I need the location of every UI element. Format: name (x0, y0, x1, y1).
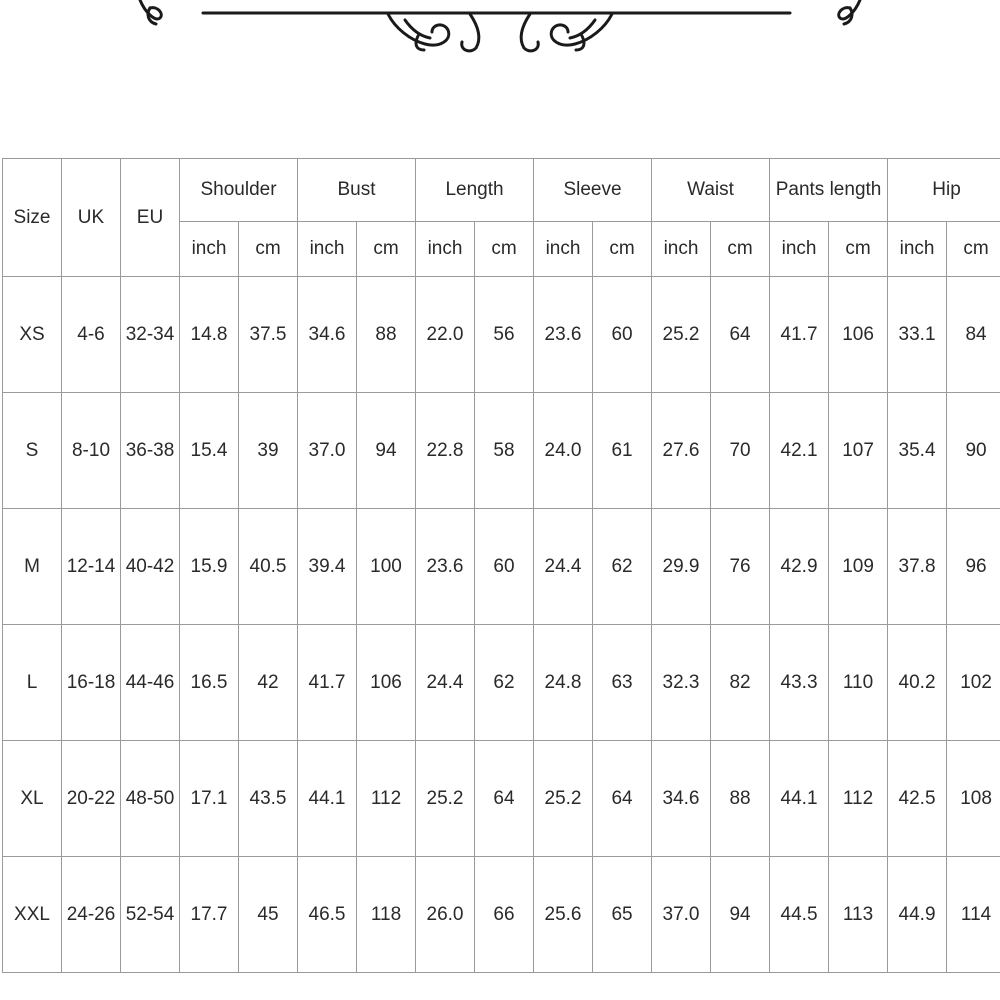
measurement-cell: 60 (593, 277, 652, 393)
group-header-bust: Bust (298, 159, 416, 222)
uk-cell: 8-10 (62, 393, 121, 509)
measurement-cell: 34.6 (298, 277, 357, 393)
measurement-cell: 76 (711, 509, 770, 625)
measurement-cell: 24.8 (534, 625, 593, 741)
measurement-cell: 100 (357, 509, 416, 625)
measurement-cell: 32.3 (652, 625, 711, 741)
unit-header-cm: cm (947, 222, 1000, 277)
group-header-waist: Waist (652, 159, 770, 222)
uk-cell: 20-22 (62, 741, 121, 857)
group-header-hip: Hip (888, 159, 1000, 222)
unit-header-cm: cm (475, 222, 534, 277)
measurement-cell: 60 (475, 509, 534, 625)
group-header-sleeve: Sleeve (534, 159, 652, 222)
measurement-cell: 41.7 (770, 277, 829, 393)
measurement-cell: 42.9 (770, 509, 829, 625)
measurement-cell: 112 (829, 741, 888, 857)
measurement-cell: 84 (947, 277, 1000, 393)
measurement-cell: 44.9 (888, 857, 947, 973)
size-cell: XXL (3, 857, 62, 973)
measurement-cell: 64 (711, 277, 770, 393)
unit-header-inch: inch (298, 222, 357, 277)
measurement-cell: 22.0 (416, 277, 475, 393)
unit-header-inch: inch (180, 222, 239, 277)
measurement-cell: 25.2 (416, 741, 475, 857)
size-cell: XL (3, 741, 62, 857)
table-row (3, 741, 1000, 857)
measurement-cell: 25.2 (652, 277, 711, 393)
measurement-cell: 43.5 (239, 741, 298, 857)
size-cell: L (3, 625, 62, 741)
measurement-cell: 37.5 (239, 277, 298, 393)
measurement-cell: 42.5 (888, 741, 947, 857)
unit-header-inch: inch (888, 222, 947, 277)
size-cell: XS (3, 277, 62, 393)
measurement-cell: 94 (711, 857, 770, 973)
measurement-cell: 113 (829, 857, 888, 973)
measurement-cell: 29.9 (652, 509, 711, 625)
measurement-cell: 27.6 (652, 393, 711, 509)
measurement-cell: 40.5 (239, 509, 298, 625)
measurement-cell: 56 (475, 277, 534, 393)
table-row (3, 857, 1000, 973)
uk-cell: 12-14 (62, 509, 121, 625)
eu-cell: 44-46 (121, 625, 180, 741)
measurement-cell: 112 (357, 741, 416, 857)
measurement-cell: 37.8 (888, 509, 947, 625)
measurement-cell: 26.0 (416, 857, 475, 973)
measurement-cell: 25.2 (534, 741, 593, 857)
unit-header-inch: inch (416, 222, 475, 277)
measurement-cell: 70 (711, 393, 770, 509)
measurement-cell: 45 (239, 857, 298, 973)
measurement-cell: 62 (475, 625, 534, 741)
measurement-cell: 58 (475, 393, 534, 509)
measurement-cell: 34.6 (652, 741, 711, 857)
measurement-cell: 17.7 (180, 857, 239, 973)
eu-cell: 48-50 (121, 741, 180, 857)
unit-header-cm: cm (239, 222, 298, 277)
measurement-cell: 114 (947, 857, 1000, 973)
measurement-cell: 25.6 (534, 857, 593, 973)
measurement-cell: 110 (829, 625, 888, 741)
measurement-cell: 106 (357, 625, 416, 741)
measurement-cell: 17.1 (180, 741, 239, 857)
group-header-length: Length (416, 159, 534, 222)
measurement-cell: 15.4 (180, 393, 239, 509)
uk-header: UK (62, 159, 121, 277)
uk-cell: 4-6 (62, 277, 121, 393)
measurement-cell: 82 (711, 625, 770, 741)
measurement-cell: 39 (239, 393, 298, 509)
measurement-cell: 35.4 (888, 393, 947, 509)
unit-header-cm: cm (829, 222, 888, 277)
table-row (3, 509, 1000, 625)
measurement-cell: 106 (829, 277, 888, 393)
measurement-cell: 42.1 (770, 393, 829, 509)
measurement-cell: 64 (475, 741, 534, 857)
measurement-cell: 102 (947, 625, 1000, 741)
unit-header-cm: cm (357, 222, 416, 277)
measurement-cell: 24.4 (534, 509, 593, 625)
measurement-cell: 37.0 (298, 393, 357, 509)
table-row (3, 393, 1000, 509)
group-header-pants-length: Pants length (770, 159, 888, 222)
eu-cell: 36-38 (121, 393, 180, 509)
measurement-cell: 37.0 (652, 857, 711, 973)
size-header: Size (3, 159, 62, 277)
measurement-cell: 46.5 (298, 857, 357, 973)
measurement-cell: 108 (947, 741, 1000, 857)
measurement-cell: 43.3 (770, 625, 829, 741)
measurement-cell: 14.8 (180, 277, 239, 393)
measurement-cell: 90 (947, 393, 1000, 509)
eu-header: EU (121, 159, 180, 277)
size-chart-table (2, 158, 1000, 973)
measurement-cell: 118 (357, 857, 416, 973)
size-cell: S (3, 393, 62, 509)
measurement-cell: 22.8 (416, 393, 475, 509)
unit-header-cm: cm (711, 222, 770, 277)
measurement-cell: 109 (829, 509, 888, 625)
unit-header-cm: cm (593, 222, 652, 277)
size-cell: M (3, 509, 62, 625)
measurement-cell: 16.5 (180, 625, 239, 741)
measurement-cell: 66 (475, 857, 534, 973)
header-row-groups (3, 159, 1000, 222)
measurement-cell: 63 (593, 625, 652, 741)
unit-header-inch: inch (770, 222, 829, 277)
measurement-cell: 24.0 (534, 393, 593, 509)
measurement-cell: 64 (593, 741, 652, 857)
measurement-cell: 44.1 (298, 741, 357, 857)
measurement-cell: 23.6 (416, 509, 475, 625)
measurement-cell: 44.1 (770, 741, 829, 857)
eu-cell: 32-34 (121, 277, 180, 393)
measurement-cell: 23.6 (534, 277, 593, 393)
uk-cell: 24-26 (62, 857, 121, 973)
measurement-cell: 65 (593, 857, 652, 973)
uk-cell: 16-18 (62, 625, 121, 741)
measurement-cell: 88 (711, 741, 770, 857)
measurement-cell: 61 (593, 393, 652, 509)
ornamental-divider-icon (0, 0, 1000, 60)
eu-cell: 40-42 (121, 509, 180, 625)
measurement-cell: 44.5 (770, 857, 829, 973)
measurement-cell: 41.7 (298, 625, 357, 741)
unit-header-inch: inch (652, 222, 711, 277)
measurement-cell: 94 (357, 393, 416, 509)
table-row (3, 277, 1000, 393)
measurement-cell: 96 (947, 509, 1000, 625)
unit-header-inch: inch (534, 222, 593, 277)
measurement-cell: 107 (829, 393, 888, 509)
measurement-cell: 88 (357, 277, 416, 393)
measurement-cell: 39.4 (298, 509, 357, 625)
group-header-shoulder: Shoulder (180, 159, 298, 222)
measurement-cell: 33.1 (888, 277, 947, 393)
measurement-cell: 24.4 (416, 625, 475, 741)
measurement-cell: 62 (593, 509, 652, 625)
measurement-cell: 15.9 (180, 509, 239, 625)
measurement-cell: 40.2 (888, 625, 947, 741)
table-row (3, 625, 1000, 741)
eu-cell: 52-54 (121, 857, 180, 973)
measurement-cell: 42 (239, 625, 298, 741)
